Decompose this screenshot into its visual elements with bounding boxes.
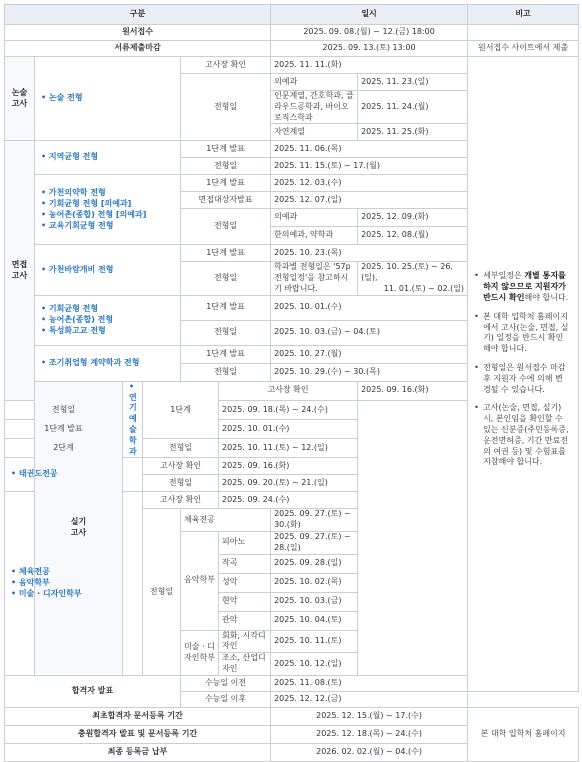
- music-item: 성악: [219, 573, 271, 592]
- music-date: 2025. 09. 27.(토) ~ 28.(일): [271, 531, 358, 554]
- music-item: 현악: [219, 592, 271, 611]
- header-category: 구분: [5, 5, 271, 25]
- row-label-final-payment: 최종 등록금 납부: [5, 743, 271, 761]
- interview-dept: 한의예과, 약학과: [271, 227, 358, 245]
- interview-dept: 의예과: [271, 209, 358, 227]
- music-item: 피아노: [219, 531, 271, 554]
- essay-venue-date: 2025. 11. 11.(화): [271, 57, 468, 74]
- interview-subject-contract: • 조기취업형 계약학과 전형: [35, 345, 181, 381]
- row-date-final-payment: 2026. 02. 02.(월) ~ 04.(수): [271, 743, 468, 761]
- row-date-additional: 2025. 12. 18.(목) ~ 24.(수): [271, 725, 468, 743]
- art-date: 2025. 10. 11.(토): [271, 630, 358, 653]
- practical-step-label: 1단계 발표: [5, 420, 123, 439]
- interview-step-date: 2025. 10. 27.(월): [271, 345, 468, 363]
- practical-subject-acting: • 연기예술학과: [123, 381, 143, 458]
- practical-sport: 체육전공: [181, 509, 271, 532]
- practical-music: 음악학부: [181, 531, 219, 630]
- note-item: • 전형일은 원서접수 마감 후 지원자 수에 의해 변경될 수 있습니다.: [474, 363, 570, 395]
- interview-step-label: 1단계 발표: [181, 295, 271, 320]
- essay-subject: • 논술 전형: [35, 57, 181, 141]
- interview-date: 2025. 12. 09.(화): [358, 209, 468, 227]
- subject-line: • 미술 · 디자인학부: [11, 588, 82, 598]
- subject-line: • 교육기회균형 전형: [41, 220, 114, 230]
- category-essay: 논술 고사: [5, 57, 35, 141]
- essay-examday-label: 전형일: [181, 74, 271, 141]
- practical-step-label: 전형일: [143, 475, 219, 492]
- row-label-first-registration: 최초합격자 문서등록 기간: [5, 707, 271, 725]
- music-item: 작곡: [219, 554, 271, 573]
- row-label-application: 원서접수: [5, 25, 271, 41]
- notes-cell: [468, 57, 579, 692]
- practical-step-date: 2025. 09. 16.(화): [219, 458, 358, 475]
- row-date-first-registration: 2025. 12. 15.(월) ~ 17.(수): [271, 707, 468, 725]
- practical-sport-date: 2025. 09. 27.(토) ~ 30.(화): [271, 509, 358, 532]
- practical-step-label: 고사장 확인: [219, 381, 358, 400]
- interview-subject-pinwheel: • 가천바람개비 전형: [35, 245, 181, 295]
- results-step-date: 2025. 12. 12.(금): [271, 691, 468, 707]
- practical-step-date: 2025. 09. 20.(토) ~ 21.(일): [219, 475, 358, 492]
- art-date: 2025. 10. 12.(일): [271, 653, 358, 676]
- interview-step-date: 2025. 11. 15.(토) ~ 17.(월): [271, 158, 468, 175]
- interview-step-label: 1단계 발표: [181, 345, 271, 363]
- results-step-date: 2025. 11. 08.(토): [271, 675, 468, 691]
- practical-examday-label: 전형일: [143, 509, 181, 675]
- row-date-application: 2025. 09. 08.(월) ~ 12.(금) 18:00: [271, 25, 468, 41]
- row-date-documents: 2025. 09. 13.(토) 13:00: [271, 41, 468, 57]
- practical-step-date: 2025. 09. 24.(수): [219, 492, 358, 509]
- subject-line: • 특성화고교 전형: [41, 325, 106, 335]
- practical-step-label: 전형일: [5, 400, 123, 419]
- essay-date: 2025. 11. 24.(월): [358, 91, 468, 124]
- subject-line: • 가천의약학 전형: [41, 188, 106, 198]
- practical-step-date: 2025. 10. 01.(수): [219, 420, 358, 439]
- note-item: • 고사(논술, 면접, 실기) 시, 본인임을 확인할 수 있는 신분증(주민등록증, 운전면허증, 기간 만료전의 여권 등) 및 수험표를 지참해야 합니다.: [474, 403, 570, 468]
- practical-step-date: 2025. 10. 11.(토) ~ 12.(일): [219, 439, 358, 458]
- interview-step-label: 전형일: [181, 209, 271, 245]
- interview-step-label: 전형일: [181, 262, 271, 295]
- art-item: 회화, 시각디자인: [219, 630, 271, 653]
- practical-step-label: 전형일: [143, 439, 219, 458]
- interview-step-label: 1단계 발표: [181, 245, 271, 262]
- essay-dept: 인문계열, 간호학과, 클라우드공학과, 바이오로직스학과: [271, 91, 358, 124]
- practical-step-date: 2025. 09. 16.(화): [358, 381, 579, 400]
- practical-art: 미술 · 디자인학부: [181, 630, 219, 675]
- subject-line: • 기회균형 전형: [41, 304, 99, 314]
- interview-date: [358, 262, 468, 295]
- interview-dept-note: 학과별 전형일은 '57p 전형일정'을 참고하시기 바랍니다.: [271, 262, 358, 295]
- notes-list: [474, 271, 570, 468]
- interview-step-label: 전형일: [181, 363, 271, 381]
- interview-subject-medical: [35, 175, 181, 245]
- header-date: 일시: [271, 5, 468, 25]
- essay-dept: 의예과: [271, 74, 358, 91]
- row-label-additional: 충원합격자 발표 및 문서등록 기간: [5, 725, 271, 743]
- interview-step-label: 전형일: [181, 320, 271, 345]
- results-step-label: 수능일 이후: [181, 691, 271, 707]
- category-practical: 실기 고사: [35, 381, 123, 675]
- practical-step-date: 2025. 09. 18.(목) ~ 24.(수): [219, 400, 358, 419]
- schedule-table: [4, 4, 579, 762]
- subject-line: • 음악학부: [11, 578, 50, 588]
- practical-step-label: 고사장 확인: [143, 492, 219, 509]
- practical-stage-1: 1단계: [143, 381, 219, 438]
- interview-step-label: 1단계 발표: [181, 141, 271, 158]
- results-step-label: 수능일 이전: [181, 675, 271, 691]
- interview-subject-balance: [35, 295, 181, 345]
- interview-step-label: 1단계 발표: [181, 175, 271, 192]
- practical-step-label: 고사장 확인: [143, 458, 219, 475]
- row-note-documents: 원서접수 사이트에서 제출: [468, 41, 579, 57]
- interview-subject-regional: • 지역균형 전형: [35, 141, 181, 175]
- interview-step-date: 2025. 12. 07.(일): [271, 192, 468, 209]
- essay-dept: 자연계열: [271, 124, 358, 141]
- bottom-note: 본 대학 입학처 홈페이지: [468, 707, 579, 761]
- practical-stage-2: 2단계: [5, 439, 123, 458]
- interview-step-label: 전형일: [181, 158, 271, 175]
- essay-venue-label: 고사장 확인: [181, 57, 271, 74]
- date-line: 2025. 10. 25.(토) ~ 26.(일),: [361, 262, 453, 283]
- header-note: 비고: [468, 5, 579, 25]
- interview-step-date: 2025. 10. 01.(수): [271, 295, 468, 320]
- art-item: 조소, 산업디자인: [219, 653, 271, 676]
- music-date: 2025. 10. 02.(목): [271, 573, 358, 592]
- essay-date: 2025. 11. 25.(화): [358, 124, 468, 141]
- music-date: 2025. 10. 03.(금): [271, 592, 358, 611]
- practical-subject-taekwondo: • 태권도전공: [5, 458, 143, 492]
- interview-step-date: 2025. 10. 23.(목): [271, 245, 468, 262]
- row-label-results: 합격자 발표: [5, 675, 181, 707]
- subject-line: • 체육전공: [11, 567, 50, 577]
- interview-step-label: 면접대상자발표: [181, 192, 271, 209]
- subject-line: • 농어촌(종합) 전형: [41, 314, 114, 324]
- note-item: • 본 대학 입학처 홈페이지에서 고사(논술, 면접, 실기) 일정을 반드시 확인해야 합니다.: [474, 312, 570, 355]
- interview-step-date: 2025. 11. 06.(목): [271, 141, 468, 158]
- note-item: • 세부일정은 개별 통지를 하지 않으므로 지원자가 반드시 확인해야 합니다.: [474, 271, 570, 303]
- row-note-application: [468, 25, 579, 41]
- interview-step-date: 2025. 10. 29.(수) ~ 30.(목): [271, 363, 468, 381]
- music-date: 2025. 09. 28.(일): [271, 554, 358, 573]
- category-interview: 면접 고사: [5, 141, 35, 401]
- essay-date: 2025. 11. 23.(일): [358, 74, 468, 91]
- date-line: 11. 01.(토) ~ 02.(일): [383, 283, 465, 293]
- music-date: 2025. 10. 04.(토): [271, 611, 358, 630]
- music-item: 관악: [219, 611, 271, 630]
- interview-step-date: 2025. 12. 03.(수): [271, 175, 468, 192]
- subject-line: • 기회균형 전형 [의예과]: [41, 199, 132, 209]
- interview-date: 2025. 12. 08.(월): [358, 227, 468, 245]
- subject-line: • 농어촌(종합) 전형 [의예과]: [41, 209, 147, 219]
- row-label-documents: 서류제출마감: [5, 41, 271, 57]
- interview-step-date: 2025. 10. 03.(금) ~ 04.(토): [271, 320, 468, 345]
